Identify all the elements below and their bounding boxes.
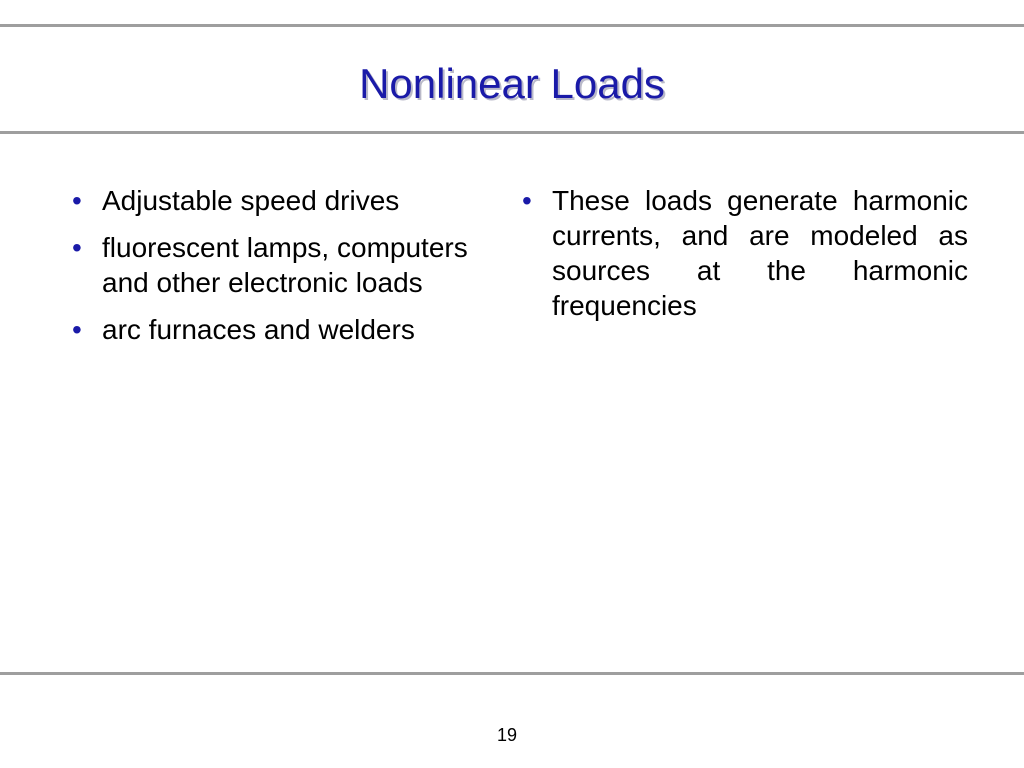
bullet-icon: • (522, 185, 532, 216)
right-bullet-list (522, 183, 968, 335)
footer-divider (0, 672, 1024, 675)
page-number: 19 (496, 725, 518, 745)
left-bullet-list (72, 183, 472, 359)
bullet-text: arc furnaces and welders (102, 314, 415, 345)
bullet-text: fluorescent lamps, computers and other electronic loads (102, 232, 468, 298)
top-divider (0, 24, 1024, 27)
bullet-item-harmonic-currents (522, 183, 968, 323)
title-divider (0, 131, 1024, 134)
slide-title: Nonlinear Loads (359, 60, 665, 107)
bullet-text: Adjustable speed drives (102, 185, 400, 216)
bullet-icon: • (72, 232, 82, 263)
bullet-item-adjustable-speed-drives (72, 183, 472, 218)
bullet-text: These loads generate harmonic currents, and are modeled as sources at the harmonic frequencies (552, 185, 968, 321)
bullet-item-arc-furnaces (72, 312, 472, 347)
bullet-item-fluorescent-lamps (72, 230, 472, 300)
bullet-icon: • (72, 314, 82, 345)
bullet-icon: • (72, 185, 82, 216)
